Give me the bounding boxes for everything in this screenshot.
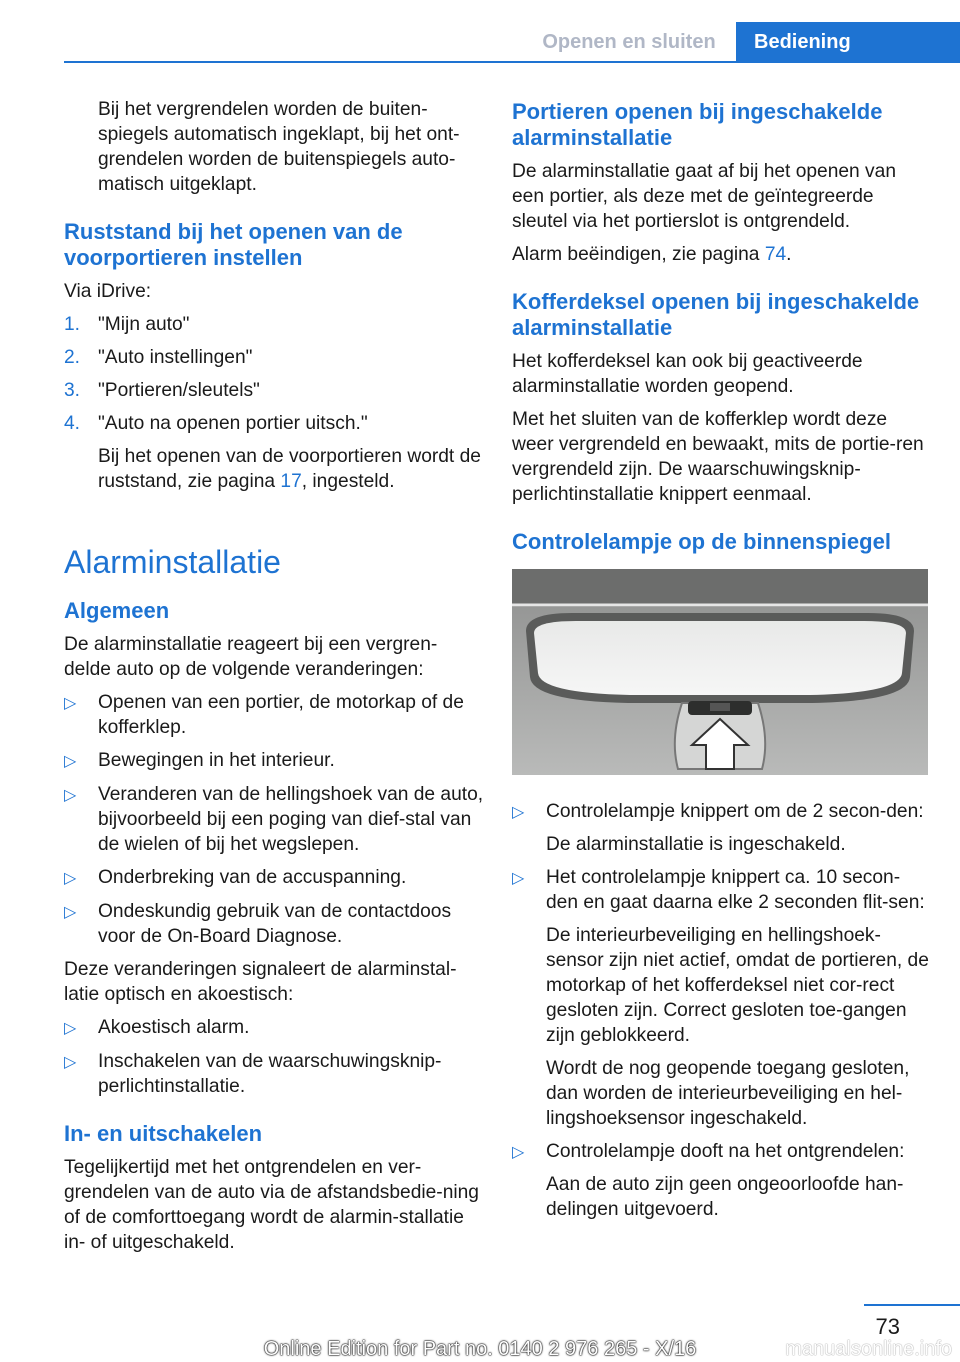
right-column (512, 97, 932, 1230)
list-item (64, 865, 484, 891)
list-item (64, 748, 484, 774)
list-item-note: De interieurbeveiliging en hellingshoek‐sensor zijn niet actief, omdat de portieren, de motorkap of het kofferdeksel niet cor‐rect gesloten zijn. Correct gesloten toe‐gangen zijn geblokkeerd. (546, 925, 929, 1046)
step-note (98, 444, 484, 494)
list-item-text: Akoestisch alarm. (98, 1017, 250, 1038)
algemeen-paragraph: De alarminstallatie reageert bij een vergren‐delde auto op de volgende veranderingen: (64, 634, 438, 680)
list-item-note: De alarminstallatie is ingeschakeld. (546, 834, 846, 855)
list-item-lead: Het controlelampje knippert ca. 10 secon‐den en gaat daarna elke 2 seconden flit‐sen: (546, 867, 925, 913)
list-item-lead: Controlelampje dooft na het ontgrendelen: (546, 1141, 905, 1162)
list-item-text: Onderbreking van de accuspanning. (98, 867, 407, 888)
step-note-text: Bij het openen van de voorportieren wordt de ruststand, zie pagina (98, 446, 481, 492)
list-item (64, 345, 484, 370)
list-item (64, 899, 484, 949)
triangle-right-icon: ▷ (64, 870, 77, 887)
koffer-paragraph-1: Het kofferdeksel kan ook bij geactiveerde alarminstallatie worden geopend. (512, 351, 863, 397)
list-item (512, 1139, 932, 1222)
step-number: 3. (64, 380, 81, 401)
alarm-end-text: Alarm beëindigen, zie pagina (512, 244, 765, 265)
mirror-fold-paragraph: Bij het vergrendelen worden de buiten‐spiegels automatisch ingeklapt, bij het ont‐grendelen worden de buitenspiegels auto‐matisch uitgeklapt. (98, 99, 460, 195)
changes-list (64, 690, 484, 949)
list-item (64, 411, 484, 494)
alarm-end-paragraph (512, 242, 932, 267)
heading-portieren-openen: Portieren openen bij ingeschakelde alarminstallatie (512, 99, 883, 150)
list-item-text: Ondeskundig gebruik van de contactdoos voor de On-Board Diagnose. (98, 901, 452, 947)
step-body (98, 411, 484, 494)
list-item (64, 378, 484, 403)
list-item-text: Inschakelen van de waarschuwingsknip‐perlichtinstallatie. (98, 1051, 442, 1097)
page-number: 73 (875, 1314, 900, 1339)
heading-alarminstallatie: Alarminstallatie (64, 544, 281, 580)
alarm-end-text-end: . (786, 244, 792, 265)
header-rule (64, 61, 960, 63)
step-text: "Portieren/sleutels" (98, 380, 260, 401)
heading-in-uitschakelen: In- en uitschakelen (64, 1121, 263, 1146)
signal-paragraph: Deze veranderingen signaleert de alarminstal‐latie optisch en akoestisch: (64, 959, 457, 1005)
list-item-text: Openen van een portier, de motorkap of de kofferklep. (98, 692, 464, 738)
list-item-text: Veranderen van de hellingshoek van de auto, bijvoorbeeld bij een poging van dief‐stal van de wielen of bij het wegslepen. (98, 784, 484, 855)
footer-rule (864, 1304, 960, 1306)
heading-ruststand: Ruststand bij het openen van de voorportieren instellen (64, 219, 403, 270)
list-item (64, 782, 484, 857)
lamp-behavior-list (512, 799, 932, 1222)
list-item (512, 865, 932, 1131)
triangle-right-icon: ▷ (64, 787, 77, 804)
watermark: manualsonline.info (785, 1338, 952, 1360)
list-item (512, 799, 932, 857)
heading-kofferdeksel: Kofferdeksel openen bij ingeschakelde alarminstallatie (512, 289, 920, 340)
idrive-steps-list (64, 312, 484, 494)
header-chapter-tab: Bediening (736, 22, 960, 62)
heading-algemeen: Algemeen (64, 598, 170, 623)
list-item (64, 1015, 484, 1041)
portieren-paragraph: De alarminstallatie gaat af bij het openen van een portier, als deze met de geïntegreerde sleutel via het portierslot is ontgrendeld. (512, 161, 896, 232)
signals-list (64, 1015, 484, 1099)
page-link-17[interactable]: 17 (280, 471, 302, 492)
step-number: 4. (64, 413, 81, 434)
heading-controlelampje: Controlelampje op de binnenspiegel (512, 529, 891, 554)
step-text: "Auto instellingen" (98, 347, 253, 368)
left-column (64, 97, 484, 1263)
in-uit-paragraph: Tegelijkertijd met het ontgrendelen en ver‐grendelen van de auto via de afstandsbedie‐ning of de comforttoegang wordt de alarmin‐stallatie in- of uitgeschakeld. (64, 1157, 479, 1253)
rearview-mirror-image (512, 569, 928, 775)
step-note-text-end: , ingesteld. (301, 471, 395, 492)
list-item-body (546, 799, 924, 857)
list-item-note: Wordt de nog geopende toegang gesloten, dan worden de interieurbeveiliging en hel‐lingshoeksensor ingeschakeld. (546, 1058, 910, 1129)
list-item (64, 1049, 484, 1099)
triangle-right-icon: ▷ (64, 904, 77, 921)
step-number: 2. (64, 347, 81, 368)
header-section-title: Openen en sluiten (542, 30, 716, 53)
triangle-right-icon: ▷ (64, 1020, 77, 1037)
list-item (64, 312, 484, 337)
step-text: "Auto na openen portier uitsch." (98, 413, 368, 434)
triangle-right-icon: ▷ (512, 1144, 525, 1161)
koffer-paragraph-2: Met het sluiten van de kofferklep wordt deze weer vergrendeld en bewaakt, mits de portie‐ren vergrendeld zijn. De waarschuwingsknip‐perlichtinstallatie knippert eenmaal. (512, 409, 924, 505)
edition-footer: Online Edition for Part no. 0140 2 976 265 - X/16 (263, 1338, 697, 1360)
triangle-right-icon: ▷ (64, 753, 77, 770)
step-number: 1. (64, 314, 81, 335)
list-item-body (546, 865, 932, 1131)
step-text: "Mijn auto" (98, 314, 190, 335)
triangle-right-icon: ▷ (64, 1054, 77, 1071)
list-item-note: Aan de auto zijn geen ongeoorloofde han‐delingen uitgevoerd. (546, 1174, 904, 1220)
list-item-text: Bewegingen in het interieur. (98, 750, 335, 771)
page-link-74[interactable]: 74 (764, 244, 787, 265)
triangle-right-icon: ▷ (512, 870, 525, 887)
triangle-right-icon: ▷ (512, 804, 525, 821)
list-item-lead: Controlelampje knippert om de 2 secon‐den: (546, 801, 924, 822)
via-idrive-text: Via iDrive: (64, 281, 152, 302)
list-item-body (546, 1139, 932, 1222)
triangle-right-icon: ▷ (64, 695, 77, 712)
list-item (64, 690, 484, 740)
